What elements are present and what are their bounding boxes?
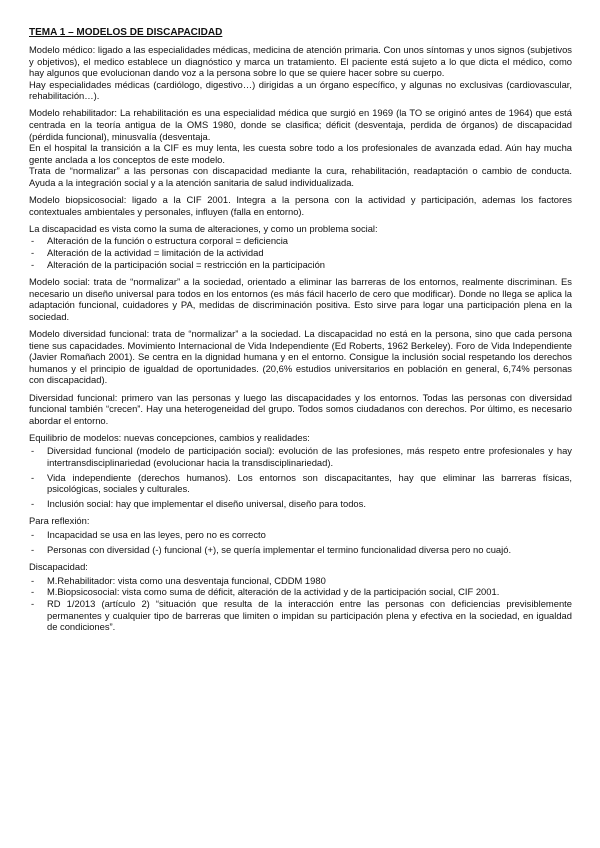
section-diversidad-funcional: Diversidad funcional: primero van las personas y luego las discapacidades y los entornos. Todas las personas con diversidad funcional también “crecen”. Hay una heterogeneidad del grupo. Todos somos ciudadanos con derechos. Por último, es necesario abordar el entorno. xyxy=(29,391,572,426)
list-item: - Diversidad funcional (modelo de participación social): evolución de las profesiones, más respeto entre profesionales y hay intertransdisciplinariedad (evolucionar hacia la transdisciplinariedad). xyxy=(29,445,572,468)
section-modelo-social: Modelo social: trata de “normalizar” a la sociedad, orientado a eliminar las barreras de los entornos, realmente discriminan. Es necesario un diseño universal para todos en los entornos (es más fácil hacerlo de cero que modificar). Donde no llega se aplica la adaptación funcional, cuidadores y PA, medidas de discriminación positiva. Esto sirve para logar una participación plena en la sociedad. xyxy=(29,276,572,322)
paragraph: Modelo médico: ligado a las especialidades médicas, medicina de atención primaria. Con unos síntomas y unos signos (subjetivos y objetivos), el medico establece un diagnóstico y marca un tratamiento. El paciente está sujeto a lo que dicta el médico, como hay algunos que evolucionan dando voz a la persona sobre lo que se quiere hacer sobre su cuerpo. xyxy=(29,44,572,79)
section-modelo-medico xyxy=(29,44,572,102)
list-alteraciones xyxy=(29,235,572,270)
list-item: - Alteración de la participación social = restricción en la participación xyxy=(29,259,572,271)
list-item: - Inclusión social: hay que implementar el diseño universal, diseño para todos. xyxy=(29,498,572,510)
list-item: - Alteración de la actividad = limitación de la actividad xyxy=(29,247,572,259)
list-intro: La discapacidad es vista como la suma de alteraciones, y como un problema social: xyxy=(29,222,378,234)
section-modelo-rehabilitador xyxy=(29,107,572,188)
paragraph: Modelo rehabilitador: La rehabilitación es una especialidad médica que surgió en 1969 (la TO se originó antes de 1964) que está centrada en la teoría antigua de la OMS 1980, donde se clasifica; déficit (desventaja, perdida de órganos) de discapacidad (pérdida funcional), minusvalía (desventaja. xyxy=(29,107,572,142)
list-intro: Discapacidad: xyxy=(29,561,88,573)
document-title: TEMA 1 – MODELOS DE DISCAPACIDAD xyxy=(29,27,223,38)
list-item: - Vida independiente (derechos humanos). Los entornos son discapacitantes, hay que eliminar las barreras físicas, psicológicas, sociales y culturales. xyxy=(29,472,572,495)
list-item: - RD 1/2013 (artículo 2) “situación que resulta de la interacción entre las personas con deficiencias previsiblemente permanentes y cualquier tipo de barreras que limiten o impidan su participación plena y efectiva en la sociedad, en igualdad de condiciones”. xyxy=(29,598,572,633)
list-item: - Incapacidad se usa en las leyes, pero no es correcto xyxy=(29,529,572,541)
list-item: - Alteración de la función o estructura corporal = deficiencia xyxy=(29,235,572,247)
paragraph: En el hospital la transición a la CIF es muy lenta, les cuesta sobre todo a los profesionales de avanzada edad. Aún hay mucha gente anclada a los conceptos de este modelo. xyxy=(29,142,572,165)
list-intro: Equilibrio de modelos: nuevas concepciones, cambios y realidades: xyxy=(29,431,310,443)
list-reflexion xyxy=(29,529,572,555)
list-equilibrio xyxy=(29,445,572,509)
section-modelo-diversidad: Modelo diversidad funcional: trata de “normalizar” a la sociedad. La discapacidad no está en la persona, sino que cada persona tiene sus capacidades. Movimiento Internacional de Vida Independiente (Ed Roberts, 1962 Berkeley). Foro de Vida Independiente (Javier Romañach 2001). Se centra en la dignidad humana y en el entorno. Consigue la inclusión social respetando los derechos humanos y el principio de igualdad de oportunidades. (20,6% estudios universitarios en población en general, 6,74% personas con discapacidad). xyxy=(29,328,572,386)
paragraph: Trata de “normalizar” a las personas con discapacidad mediante la cura, rehabilitación, readaptación o cambio de conducta. Ayuda a la integración social y a la atención sanitaria de salud individualizada. xyxy=(29,165,572,189)
list-item: - M.Rehabilitador: vista como una desventaja funcional, CDDM 1980 xyxy=(29,575,572,587)
paragraph: Hay especialidades médicas (cardiólogo, digestivo…) dirigidas a un órgano específico, y algunas no exclusivas (cardiovascular, rehabilitación…). xyxy=(29,78,572,102)
list-intro: Para reflexión: xyxy=(29,515,90,527)
list-item: - Personas con diversidad (-) funcional (+), se quería implementar el termino funcionalidad diversa pero no cuajó. xyxy=(29,544,572,556)
section-modelo-biopsicosocial: Modelo biopsicosocial: ligado a la CIF 2001. Integra a la persona con la actividad y participación, ademas los factores contextuales ambientales y personales, influyen (falla en entorno). xyxy=(29,194,572,217)
list-discapacidad xyxy=(29,575,572,633)
list-item: - M.Biopsicosocial: vista como suma de déficit, alteración de la actividad y de la participación social, CIF 2001. xyxy=(29,586,572,598)
